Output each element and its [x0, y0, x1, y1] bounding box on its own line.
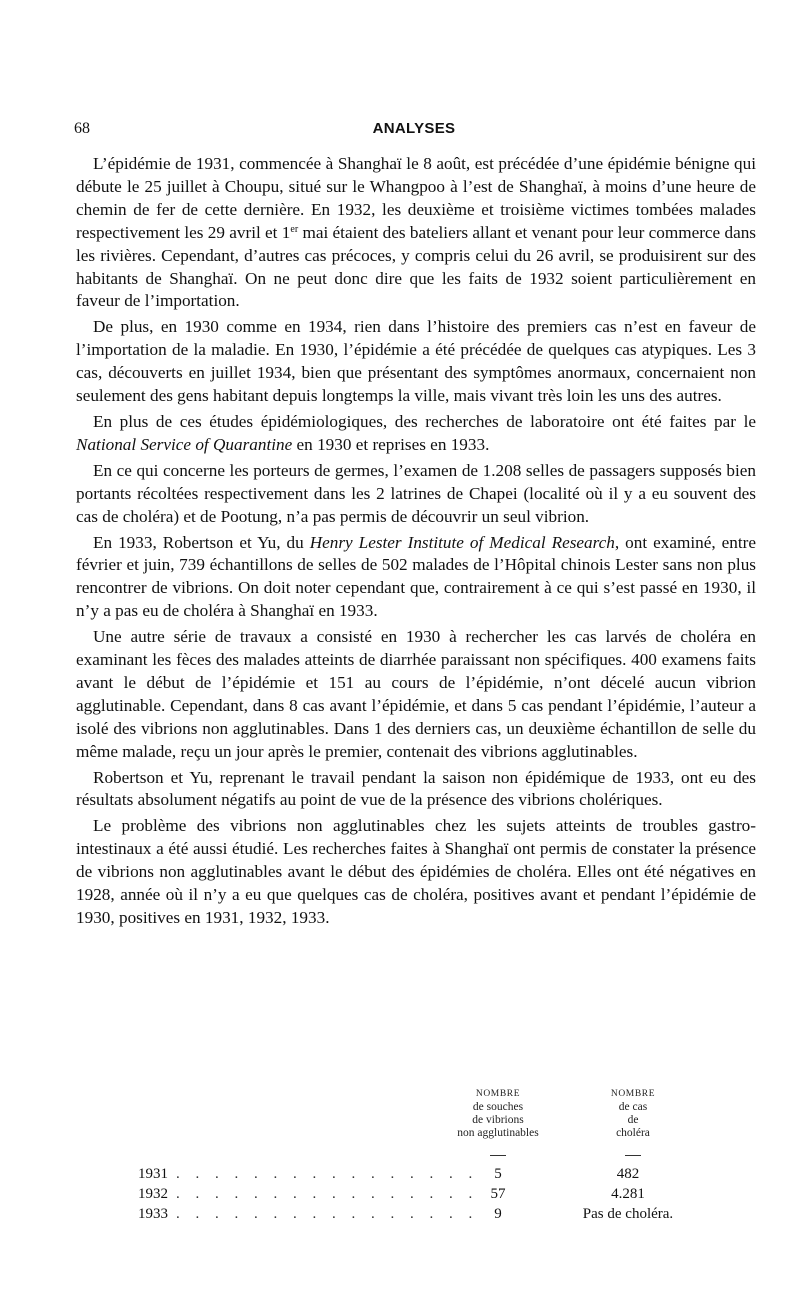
column-header-souches-line-3: de vibrions — [472, 1114, 524, 1126]
paragraph-7: Robertson et Yu, reprenant le travail pendant la saison non épidémique de 1933, ont eu des résultats absolument négatifs au point de vue de la présence des vibrions cholériques. — [76, 767, 756, 810]
paragraph-6: Une autre série de travaux a consisté en 1930 à rechercher les cas larvés de choléra en examinant les fèces des malades atteints de diarrhée paraissant non spécifiques. 400 examens faits avant le début de l’épidémie et 151 au cours de l’épidémie, n’ont décelé aucun vibrion agglutinable. Cependant, dans 8 cas avant l’épidémie, et dans 5 cas pendant l’épidémie, l’auteur a isolé des vibrions non agglutinables. Dans 1 des derniers cas, un deuxième échantillon de selle du même malade, reçu un jour après le premier, contenait des vibrions agglutinables. — [76, 627, 756, 761]
column-header-souches-line-4: non agglutinables — [457, 1127, 539, 1139]
row-souches: 5 — [494, 1166, 502, 1182]
page-header — [74, 120, 754, 144]
results-table — [138, 1088, 698, 1228]
table-row — [138, 1166, 698, 1186]
row-cas: Pas de choléra. — [582, 1206, 674, 1222]
paragraph-5-part-a: En 1933, Robertson et Yu, du — [93, 532, 310, 552]
institute-name: Henry Lester Institute of Medical Research — [309, 532, 615, 552]
column-dash — [625, 1155, 641, 1156]
column-header-souches — [423, 1088, 573, 1140]
dot-leader: . . . . . . . . . . . . . . . . — [176, 1186, 479, 1202]
dot-leader: . . . . . . . . . . . . . . . . — [176, 1206, 479, 1222]
paragraph-3-part-b: en 1930 et reprises en 1933. — [292, 434, 490, 454]
paragraph-8: Le problème des vibrions non agglutinables chez les sujets atteints de troubles gastro-intestinaux a été aussi étudié. Les recherches faites à Shanghaï ont permis de constater la présence de vibrions non agglutinables avant le début des épidémies de choléra. Elles ont été négatives en 1928, année où il n’y a eu que quelques cas de choléra, positives avant et pendant l’épidémie de 1930, positives en 1931, 1932, 1933. — [76, 816, 756, 927]
column-header-cas-line-3: de — [627, 1114, 639, 1126]
row-cas: 482 — [616, 1166, 640, 1182]
row-year: 1931 — [138, 1166, 168, 1182]
column-dash — [490, 1155, 506, 1156]
column-header-cas — [573, 1088, 693, 1140]
table-row — [138, 1186, 698, 1206]
column-header-souches-line-1: NOMBRE — [475, 1089, 521, 1099]
paragraph-5 — [76, 532, 756, 624]
paragraph-5-part-b: , ont examiné, entre février et juin, 739 échantillons de selles de 502 malades de l’Hôpital chinois Lester sans non plus rencontrer de vibrions. On doit noter cependant que, contrairement à ce qui s’est passé en 1930, il n’y a pas eu de choléra à Shanghaï en 1933. — [76, 532, 756, 621]
dot-leader: . . . . . . . . . . . . . . . . — [176, 1166, 479, 1182]
column-header-cas-line-1: NOMBRE — [610, 1089, 656, 1099]
running-title: ANALYSES — [372, 120, 456, 137]
row-cas: 4.281 — [611, 1186, 645, 1202]
superscript-er: er — [290, 223, 299, 235]
column-header-cas-line-2: de cas — [618, 1101, 648, 1113]
body-text — [76, 153, 756, 933]
paragraph-3-part-a: En plus de ces études épidémiologiques, des recherches de laboratoire ont été faites par le — [93, 411, 756, 431]
paragraph-3 — [76, 411, 756, 457]
paragraph-1-part-a: L’épidémie de 1931, commencée à Shanghaï le 8 août, est précédée d’une épidémie bénigne qui débute le 25 juillet à Choupu, situé sur le Whangpoo à l’est de Shanghaï, à moins d’une heure de chemin de fer de cette dernière. En 1932, les deuxième et troisième victimes tombées malades respectivement les 29 avril et 1 — [76, 154, 756, 242]
row-souches: 9 — [494, 1206, 502, 1222]
page-number: 68 — [74, 120, 90, 137]
table-row — [138, 1206, 698, 1226]
row-souches: 57 — [490, 1186, 506, 1202]
organisation-name: National Service of Quarantine — [76, 434, 293, 454]
row-year: 1932 — [138, 1186, 168, 1202]
paragraph-2: De plus, en 1930 comme en 1934, rien dans l’histoire des premiers cas n’est en faveur de l’importation de la maladie. En 1930, l’épidémie a été précédée de quelques cas atypiques. Les 3 cas, découverts en juillet 1934, bien que présentant des symptômes anormaux, concernaient non seulement des gens habitant depuis longtemps la ville, mais vivant très loin les uns des autres. — [76, 317, 756, 406]
row-year: 1933 — [138, 1206, 168, 1222]
column-header-cas-line-4: choléra — [616, 1127, 650, 1139]
paragraph-1 — [76, 153, 756, 313]
paragraph-4: En ce qui concerne les porteurs de germes, l’examen de 1.208 selles de passagers supposés bien portants récoltées respectivement dans les 2 latrines de Chapei (localité où il y a eu souvent des cas de choléra) et de Pootung, n’a pas permis de découvrir un seul vibrion. — [76, 460, 756, 526]
column-header-souches-line-2: de souches — [472, 1101, 524, 1113]
paragraph-1-part-b: mai étaient des bateliers allant et venant pour leur commerce dans les rivières. Cependant, d’autres cas précoces, y compris celui du 26 avril, se produisirent sur des habitants de Shanghaï. On ne peut donc dire que les faits de 1932 soient particulièrement en faveur de l’importation. — [76, 222, 756, 311]
